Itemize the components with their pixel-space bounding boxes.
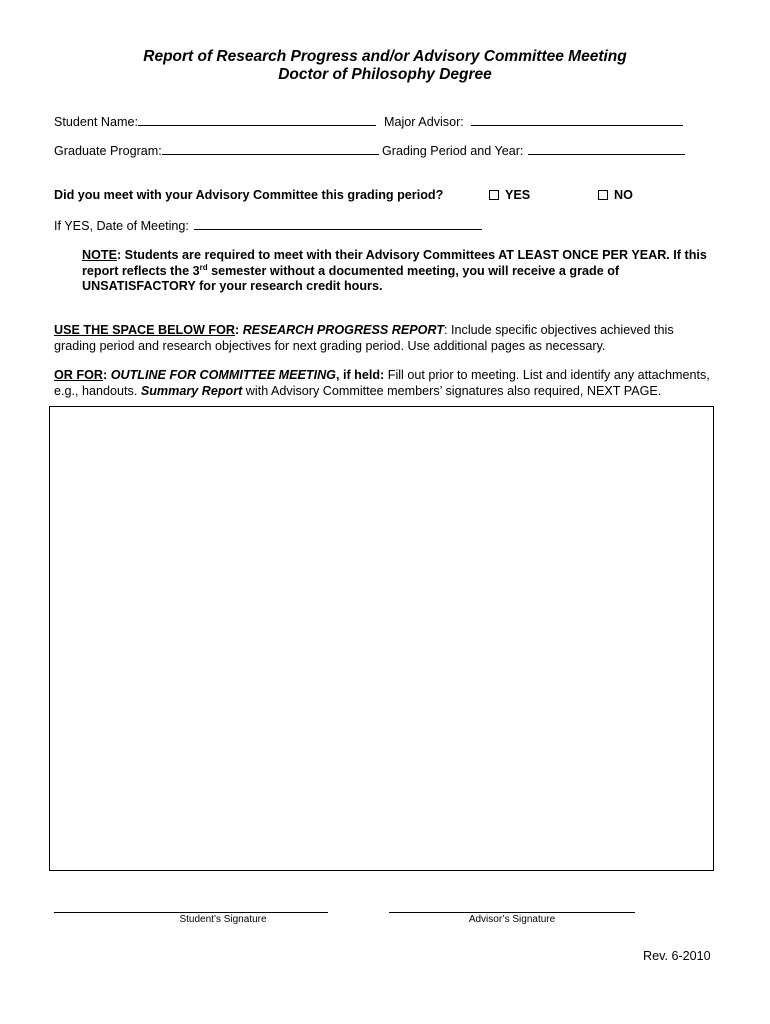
note-text: : Students are required to meet with their Advisory Committees AT LEAST ONCE PER YEAR. If this report reflects the 3	[82, 248, 707, 278]
note-paragraph	[82, 248, 722, 295]
major-advisor-label: Major Advisor:	[384, 115, 464, 129]
use-space-label: USE THE SPACE BELOW FOR	[54, 323, 235, 337]
no-option[interactable]	[598, 188, 633, 202]
advisor-signature-label: Advisor’s Signature	[468, 914, 556, 925]
or-for-label: OR FOR	[54, 368, 103, 382]
outline-text: Fill out prior to meeting. List and identify any attachments, e.g., handouts.	[54, 368, 710, 398]
grading-period-label: Grading Period and Year:	[382, 144, 524, 158]
student-name-row	[54, 114, 376, 129]
meeting-date-row	[54, 218, 482, 233]
no-checkbox[interactable]	[598, 190, 608, 200]
progress-report-text: : Include specific objectives achieved this grading period and research objectives for next grading period. Use additional pages as necessary.	[54, 323, 674, 353]
major-advisor-field[interactable]	[471, 114, 683, 126]
graduate-program-row	[54, 143, 379, 158]
summary-report-label: Summary Report	[140, 383, 243, 398]
student-name-label: Student Name:	[54, 115, 139, 129]
grading-period-row	[382, 143, 685, 158]
progress-report-instructions	[54, 323, 719, 354]
advisor-signature-line[interactable]	[389, 912, 635, 913]
colon: :	[102, 368, 111, 382]
outline-instructions	[54, 368, 719, 399]
student-signature-line[interactable]	[54, 912, 328, 913]
note-text-continued: semester without a documented meeting, you will receive a grade of UNSATISFACTORY for your research credit hours.	[82, 263, 620, 293]
grading-period-field[interactable]	[528, 143, 685, 155]
if-held-text: , if held:	[335, 368, 385, 382]
summary-text: with Advisory Committee members’ signatures also required, NEXT PAGE.	[242, 383, 662, 398]
meeting-question: Did you meet with your Advisory Committee this grading period?	[54, 188, 444, 202]
major-advisor-row	[384, 114, 683, 129]
outline-label: OUTLINE FOR COMMITTEE MEETING	[110, 368, 336, 382]
yes-option[interactable]	[489, 188, 530, 202]
progress-report-label: RESEARCH PROGRESS REPORT	[242, 323, 445, 337]
form-subtitle: Doctor of Philosophy Degree	[278, 66, 492, 83]
no-label: NO	[614, 188, 633, 202]
meeting-date-field[interactable]	[194, 218, 482, 230]
note-label: NOTE	[82, 248, 117, 262]
student-name-field[interactable]	[138, 114, 376, 126]
yes-label: YES	[505, 188, 531, 202]
note-superscript: rd	[199, 262, 208, 272]
yes-checkbox[interactable]	[489, 190, 499, 200]
revision-label: Rev. 6-2010	[643, 949, 711, 963]
report-text-area[interactable]	[49, 406, 714, 871]
graduate-program-label: Graduate Program:	[54, 144, 162, 158]
meeting-date-label: If YES, Date of Meeting:	[54, 219, 189, 233]
student-signature-label: Student’s Signature	[179, 914, 267, 925]
form-title: Report of Research Progress and/or Advisory Committee Meeting	[143, 48, 627, 65]
graduate-program-field[interactable]	[162, 143, 379, 155]
colon: :	[235, 323, 243, 337]
